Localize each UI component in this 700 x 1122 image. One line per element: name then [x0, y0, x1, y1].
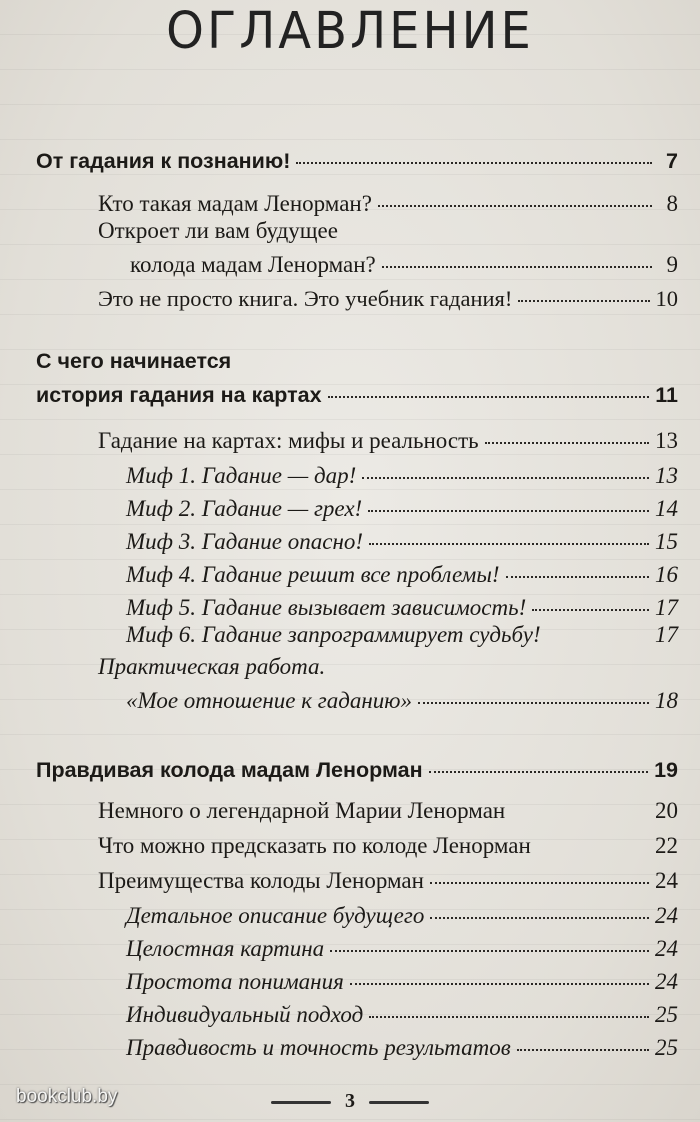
page-number: 7 — [666, 149, 678, 173]
page-number: 19 — [654, 758, 678, 782]
toc-entry: Детальное описание будущего 24 — [126, 901, 678, 931]
toc-entry: От гадания к познанию! 7 — [36, 146, 678, 176]
toc-entry: Миф 5. Гадание вызывает зависимость! 17 — [126, 593, 678, 623]
page-number: 24 — [655, 969, 678, 994]
ornament-left — [271, 1101, 331, 1104]
page-number: 8 — [666, 191, 678, 216]
page-number: 17 — [655, 595, 678, 620]
toc-entry: Правдивая колода мадам Ленорман 19 — [36, 755, 678, 785]
page-number: 25 — [655, 1002, 678, 1027]
toc-entry: Правдивость и точность результатов 25 — [126, 1033, 678, 1063]
toc-entry: Гадание на картах: мифы и реальность 13 — [98, 426, 678, 456]
toc-entry: колода мадам Ленорман? 9 — [130, 250, 678, 280]
toc-entry: Миф 3. Гадание опасно! 15 — [126, 527, 678, 557]
toc-entry: история гадания на картах 11 — [36, 380, 678, 410]
toc-entry: Кто такая мадам Ленорман? 8 — [98, 189, 678, 219]
page-number: 22 — [655, 833, 678, 858]
page-number: 17 — [655, 622, 678, 647]
toc-entry: Целостная картина 24 — [126, 934, 678, 964]
watermark: bookclub.by — [16, 1086, 118, 1107]
page-number: 25 — [655, 1035, 678, 1060]
toc-entry: Миф 1. Гадание — дар! 13 — [126, 461, 678, 491]
toc-entry-line1: Практическая работа. — [98, 654, 326, 679]
toc-entry: Это не просто книга. Это учебник гадания! 10 — [98, 284, 678, 314]
page-title: ОГЛАВЛЕНИЕ — [166, 1, 534, 61]
page-number: 24 — [655, 903, 678, 928]
page-number: 18 — [655, 688, 678, 713]
toc-entry-line1: Откроет ли вам будущее — [98, 218, 338, 243]
page-number: 24 — [655, 868, 678, 893]
page-number: 15 — [655, 529, 678, 554]
page-number: 10 — [655, 286, 678, 311]
page-number: 13 — [655, 428, 678, 453]
page-number: 13 — [655, 463, 678, 488]
toc-entry: Что можно предсказать по колоде Ленорман 22 — [98, 831, 678, 861]
page-number: 14 — [655, 496, 678, 521]
toc-entry: Миф 4. Гадание решит все проблемы! 16 — [126, 560, 678, 590]
page-number: 9 — [666, 252, 678, 277]
toc-entry: Немного о легендарной Марии Ленорман 20 — [98, 796, 678, 826]
footer-page-number: 3 — [345, 1090, 355, 1112]
toc-entry: Миф 2. Гадание — грех! 14 — [126, 494, 678, 524]
toc-entry: Индивидуальный подход 25 — [126, 1000, 678, 1030]
page-number: 16 — [655, 562, 678, 587]
page-number: 20 — [655, 798, 678, 823]
page-number: 24 — [655, 936, 678, 961]
toc-entry: Преимущества колоды Ленорман 24 — [98, 866, 678, 896]
ornament-right — [369, 1101, 429, 1104]
toc-entry: Миф 6. Гадание запрограммирует судьбу! 17 — [126, 620, 678, 650]
toc-entry-line1: С чего начинается — [36, 349, 232, 373]
toc-entry: Простота понимания 24 — [126, 967, 678, 997]
page-number: 11 — [655, 383, 678, 407]
toc-entry: «Мое отношение к гаданию» 18 — [126, 686, 678, 716]
